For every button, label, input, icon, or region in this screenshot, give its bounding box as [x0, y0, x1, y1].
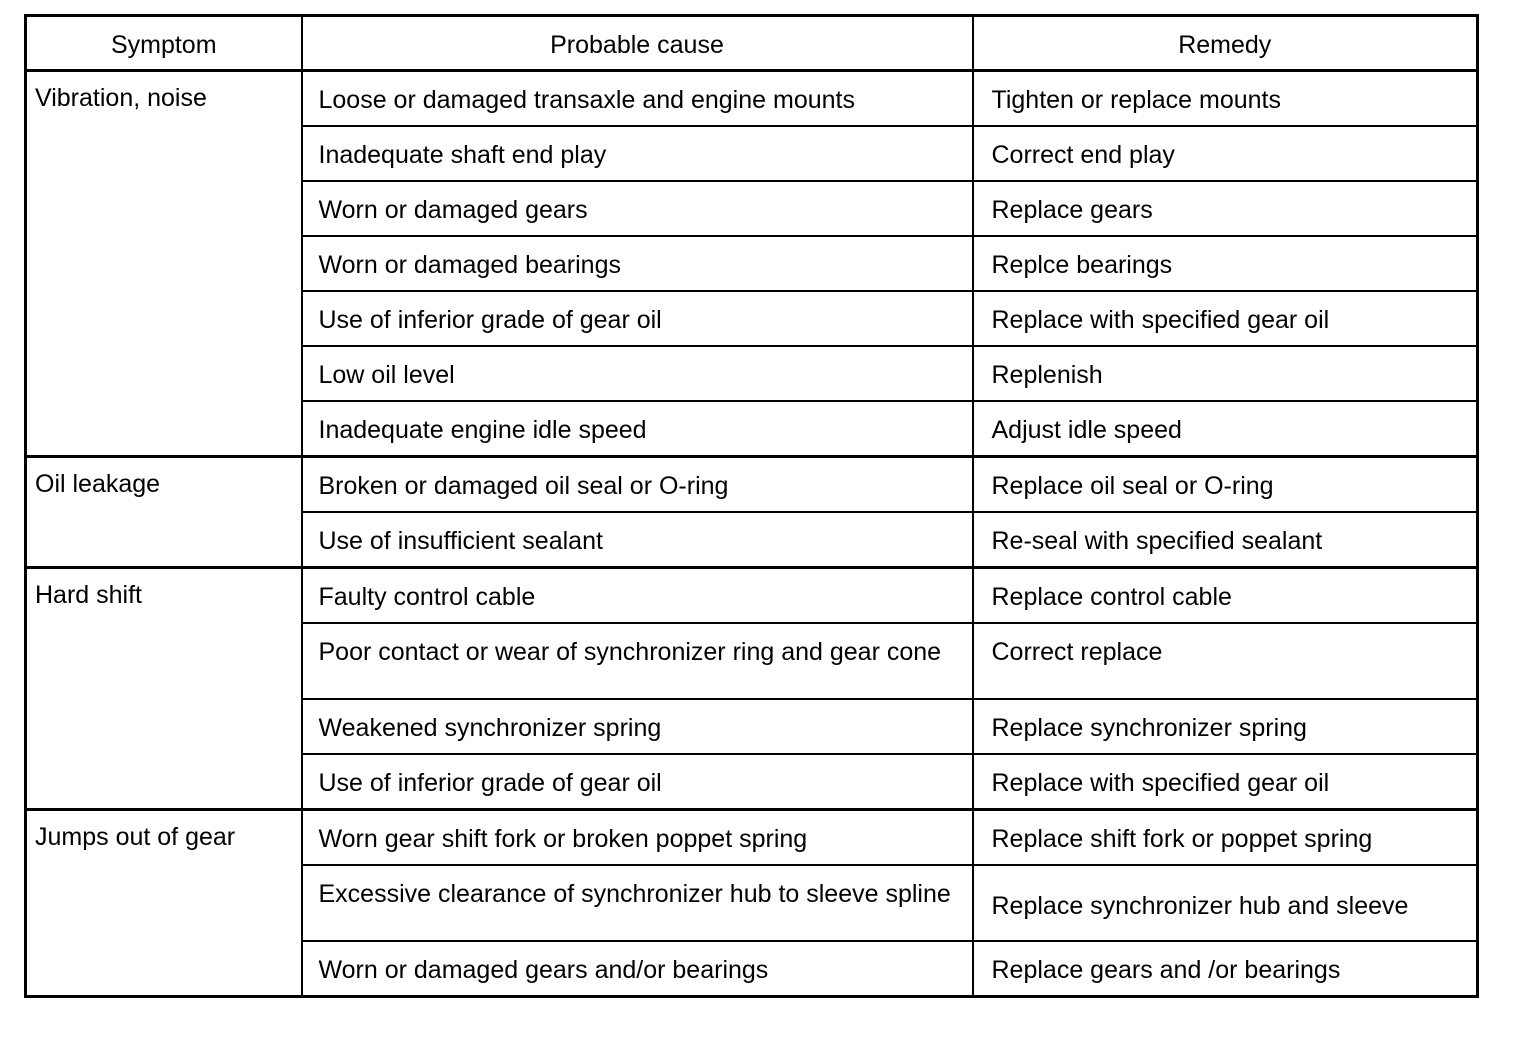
- remedy-cell: Re-seal with specified sealant: [973, 512, 1478, 568]
- remedy-cell: Replace with specified gear oil: [973, 291, 1478, 346]
- symptom-cell: Oil leakage: [26, 457, 302, 568]
- cause-cell: Low oil level: [302, 346, 973, 401]
- symptom-group-oil-leakage: [26, 457, 1478, 568]
- header-row: [26, 16, 1478, 71]
- cause-cell: Inadequate shaft end play: [302, 126, 973, 181]
- remedy-cell: Replce bearings: [973, 236, 1478, 291]
- cause-cell: Weakened synchronizer spring: [302, 699, 973, 754]
- remedy-cell: Replace control cable: [973, 568, 1478, 624]
- remedy-cell: Replace synchronizer hub and sleeve: [973, 865, 1478, 941]
- remedy-cell: Correct replace: [973, 623, 1478, 699]
- symptom-group-jumps-out-of-gear: [26, 810, 1478, 997]
- cause-cell: Inadequate engine idle speed: [302, 401, 973, 457]
- remedy-cell: Replace with specified gear oil: [973, 754, 1478, 810]
- cause-cell: Worn gear shift fork or broken poppet spring: [302, 810, 973, 866]
- cause-cell: Worn or damaged gears: [302, 181, 973, 236]
- table-row: [26, 810, 1478, 866]
- remedy-cell: Adjust idle speed: [973, 401, 1478, 457]
- remedy-cell: Replace synchronizer spring: [973, 699, 1478, 754]
- header-probable-cause: Probable cause: [302, 16, 973, 71]
- symptom-cell: Jumps out of gear: [26, 810, 302, 997]
- cause-cell: Worn or damaged bearings: [302, 236, 973, 291]
- symptom-group-hard-shift: [26, 568, 1478, 810]
- remedy-cell: Replenish: [973, 346, 1478, 401]
- remedy-cell: Replace gears: [973, 181, 1478, 236]
- table-header: [26, 16, 1478, 71]
- cause-cell: Loose or damaged transaxle and engine mounts: [302, 71, 973, 127]
- cause-cell: Poor contact or wear of synchronizer ring and gear cone: [302, 623, 973, 699]
- header-symptom: Symptom: [26, 16, 302, 71]
- symptom-cell: Hard shift: [26, 568, 302, 810]
- cause-cell: Broken or damaged oil seal or O-ring: [302, 457, 973, 513]
- remedy-cell: Correct end play: [973, 126, 1478, 181]
- cause-cell: Excessive clearance of synchronizer hub to sleeve spline: [302, 865, 973, 941]
- table-row: [26, 457, 1478, 513]
- cause-cell: Use of inferior grade of gear oil: [302, 754, 973, 810]
- remedy-cell: Tighten or replace mounts: [973, 71, 1478, 127]
- cause-cell: Use of insufficient sealant: [302, 512, 973, 568]
- cause-cell: Use of inferior grade of gear oil: [302, 291, 973, 346]
- cause-cell: Faulty control cable: [302, 568, 973, 624]
- remedy-cell: Replace oil seal or O-ring: [973, 457, 1478, 513]
- remedy-cell: Replace shift fork or poppet spring: [973, 810, 1478, 866]
- table-row: [26, 71, 1478, 127]
- header-remedy: Remedy: [973, 16, 1478, 71]
- troubleshooting-table: [24, 14, 1479, 998]
- symptom-cell: Vibration, noise: [26, 71, 302, 457]
- troubleshooting-table-container: [24, 14, 1476, 998]
- cause-cell: Worn or damaged gears and/or bearings: [302, 941, 973, 997]
- symptom-group-vibration-noise: [26, 71, 1478, 457]
- table-row: [26, 568, 1478, 624]
- remedy-cell: Replace gears and /or bearings: [973, 941, 1478, 997]
